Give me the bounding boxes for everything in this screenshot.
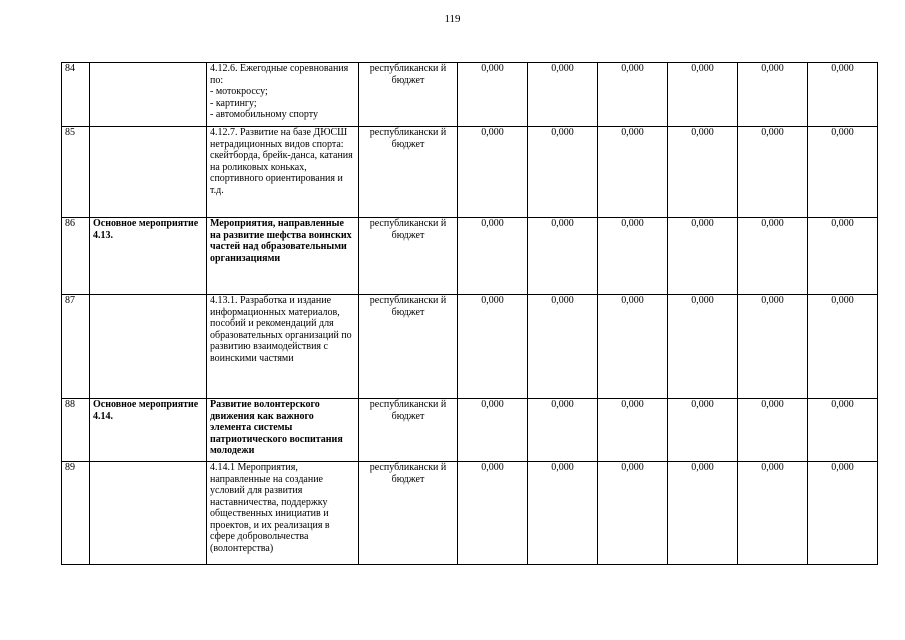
value-cell: 0,000: [738, 127, 808, 218]
value-cell: 0,000: [458, 462, 528, 565]
value-cell: 0,000: [808, 127, 878, 218]
table-row: [62, 218, 878, 295]
value-cell: 0,000: [808, 399, 878, 462]
description-cell: 4.12.7. Развитие на базе ДЮСШ нетрадиционных видов спорта: скейтборда, брейк-данса, катания на роликовых коньках, спортивного ориентирования и т.д.: [207, 127, 359, 218]
program-cell: [90, 127, 207, 218]
value-cell: 0,000: [808, 295, 878, 399]
row-number: 85: [62, 127, 90, 218]
value-cell: 0,000: [808, 462, 878, 565]
table-row: [62, 462, 878, 565]
value-cell: 0,000: [598, 462, 668, 565]
row-number: 88: [62, 399, 90, 462]
table-row: [62, 295, 878, 399]
funding-source-cell: республикански й бюджет: [359, 462, 458, 565]
value-cell: 0,000: [668, 399, 738, 462]
value-cell: 0,000: [528, 462, 598, 565]
row-number: 86: [62, 218, 90, 295]
value-cell: 0,000: [668, 462, 738, 565]
value-cell: 0,000: [668, 295, 738, 399]
value-cell: 0,000: [668, 127, 738, 218]
value-cell: 0,000: [528, 218, 598, 295]
funding-source-cell: республикански й бюджет: [359, 218, 458, 295]
value-cell: 0,000: [738, 295, 808, 399]
value-cell: 0,000: [528, 63, 598, 127]
program-cell: Основное мероприятие 4.14.: [90, 399, 207, 462]
value-cell: 0,000: [598, 63, 668, 127]
value-cell: 0,000: [738, 399, 808, 462]
value-cell: 0,000: [808, 63, 878, 127]
description-text: 4.12.6. Ежегодные соревнования по: - мотокроссу; - картингу; - автомобильному спорту: [210, 63, 349, 120]
description-cell: 4.14.1 Мероприятия, направленные на создание условий для развития наставничества, поддержку общественных инициатив и проектов, и их реализация в сфере добровольчества (волонтерства): [207, 462, 359, 565]
table-row: [62, 63, 878, 127]
table-row: [62, 127, 878, 218]
value-cell: 0,000: [458, 63, 528, 127]
row-number: 84: [62, 63, 90, 127]
description-cell: 4.13.1. Разработка и издание информационных материалов, пособий и рекомендаций для образовательных организаций по развитию взаимодействия с воинскими частями: [207, 295, 359, 399]
value-cell: 0,000: [458, 295, 528, 399]
program-cell: [90, 462, 207, 565]
value-cell: 0,000: [738, 462, 808, 565]
funding-source-cell: республикански й бюджет: [359, 63, 458, 127]
value-cell: 0,000: [458, 399, 528, 462]
value-cell: 0,000: [528, 399, 598, 462]
value-cell: 0,000: [528, 127, 598, 218]
value-cell: 0,000: [458, 218, 528, 295]
funding-source-cell: республикански й бюджет: [359, 127, 458, 218]
program-cell: Основное мероприятие 4.13.: [90, 218, 207, 295]
row-number: 89: [62, 462, 90, 565]
program-cell: [90, 295, 207, 399]
page-number: 119: [444, 13, 461, 25]
program-cell: [90, 63, 207, 127]
value-cell: 0,000: [598, 127, 668, 218]
funding-source-cell: республикански й бюджет: [359, 399, 458, 462]
value-cell: 0,000: [598, 399, 668, 462]
value-cell: 0,000: [598, 218, 668, 295]
value-cell: 0,000: [738, 63, 808, 127]
value-cell: 0,000: [668, 63, 738, 127]
description-cell: Развитие волонтерского движения как важного элемента системы патриотического воспитания молодежи: [207, 399, 359, 462]
budget-table: [61, 62, 878, 565]
description-cell: [207, 63, 359, 127]
funding-source-cell: республикански й бюджет: [359, 295, 458, 399]
value-cell: 0,000: [808, 218, 878, 295]
value-cell: 0,000: [458, 127, 528, 218]
value-cell: 0,000: [738, 218, 808, 295]
value-cell: 0,000: [668, 218, 738, 295]
value-cell: 0,000: [598, 295, 668, 399]
description-cell: Мероприятия, направленные на развитие шефства воинских частей над образовательными организациями: [207, 218, 359, 295]
value-cell: 0,000: [528, 295, 598, 399]
table-row: [62, 399, 878, 462]
row-number: 87: [62, 295, 90, 399]
